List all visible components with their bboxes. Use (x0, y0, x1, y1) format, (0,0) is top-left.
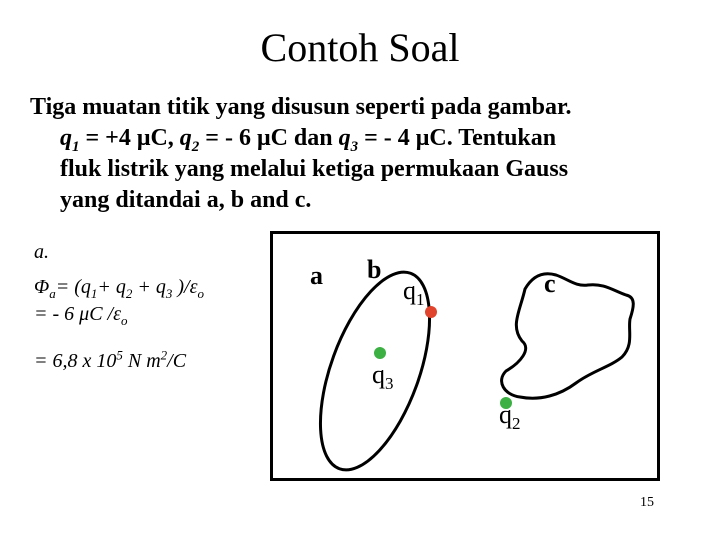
solution-flux-equation: $\Phi_a= (q_1+ q_2 + q_3$ )$/\varepsilon_o$ (34, 276, 204, 301)
problem-statement (30, 92, 690, 216)
surface-a-label: a (310, 261, 323, 290)
problem-line-3: fluk listrik yang melalui ketiga permukaan Gauss (60, 156, 569, 182)
problem-line-2: $q_1 = +4$ μC, $q_2$ = - 6 μC dan $q_3$ = - 4 μC. Tentukan (60, 125, 557, 155)
slide-title: Contoh Soal (260, 25, 460, 70)
problem-line-1: Tiga muatan titik yang disusun seperti pada gambar. (30, 94, 572, 120)
problem-line-4: yang ditandai a, b and c. (60, 187, 312, 213)
charge-q3-label: $q_3$ (372, 360, 394, 394)
solution-flux-result: = 6,8 x $10^5$ N $m^2/C$ (34, 347, 187, 372)
surface-b-label: b (367, 255, 382, 284)
gauss-diagram (270, 231, 660, 481)
solution-heading: a. (34, 241, 49, 263)
gauss-surface-c-blob (502, 274, 634, 398)
solution-flux-value: = - 6 μC $/\varepsilon_o$ (34, 303, 128, 328)
surface-c-label: c (544, 269, 556, 298)
charge-q2-label: $q_2$ (499, 400, 521, 434)
page-number: 15 (640, 495, 654, 510)
charge-q1-label: $q_1$ (403, 276, 425, 310)
charge-q1-dot (425, 306, 437, 318)
charge-q3-dot (374, 347, 386, 359)
